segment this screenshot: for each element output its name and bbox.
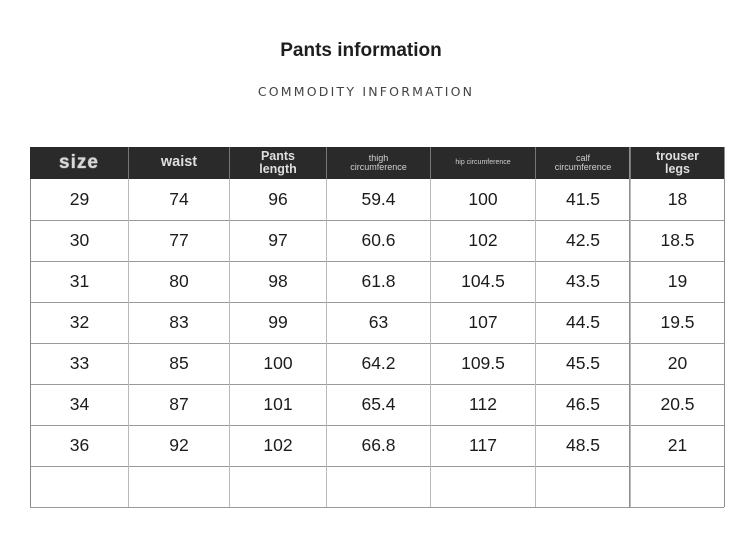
header-waist — [128, 147, 229, 179]
header-label-line: circumference — [554, 162, 612, 172]
header-label-line: calf — [575, 152, 590, 163]
page-title: Pants information — [280, 40, 442, 61]
header-label-line: trouser — [655, 148, 700, 163]
cell-waist — [128, 466, 229, 507]
cell-thigh: 63 — [326, 302, 430, 343]
cell-thigh: 59.4 — [326, 179, 430, 220]
column-border — [629, 147, 630, 507]
cell-trouser-legs: 19.5 — [630, 302, 724, 343]
cell-trouser-legs: 20 — [630, 343, 724, 384]
header-label-line: length — [259, 162, 297, 176]
cell-calf: 48.5 — [535, 425, 630, 466]
cell-waist: 87 — [128, 384, 229, 425]
header-calf-circumference — [535, 147, 630, 179]
cell-thigh: 60.6 — [326, 220, 430, 261]
cell-calf: 41.5 — [535, 179, 630, 220]
cell-hip: 100 — [430, 179, 535, 220]
cell-calf: 44.5 — [535, 302, 630, 343]
cell-size: 31 — [30, 261, 128, 302]
row-divider — [30, 507, 724, 508]
header-label-line: thigh — [368, 152, 389, 163]
cell-waist: 83 — [128, 302, 229, 343]
cell-size — [30, 466, 128, 507]
cell-pants-length: 102 — [229, 425, 326, 466]
header-label-line: legs — [664, 162, 690, 176]
cell-waist: 77 — [128, 220, 229, 261]
cell-calf: 45.5 — [535, 343, 630, 384]
cell-waist: 92 — [128, 425, 229, 466]
header-size — [30, 147, 128, 179]
cell-hip: 117 — [430, 425, 535, 466]
cell-pants-length: 97 — [229, 220, 326, 261]
header-pants-length — [229, 147, 326, 179]
cell-size: 34 — [30, 384, 128, 425]
cell-waist: 85 — [128, 343, 229, 384]
cell-calf: 42.5 — [535, 220, 630, 261]
cell-hip — [430, 466, 535, 507]
cell-thigh: 65.4 — [326, 384, 430, 425]
cell-size: 29 — [30, 179, 128, 220]
header-thigh-circumference — [326, 147, 430, 179]
cell-waist: 74 — [128, 179, 229, 220]
cell-thigh — [326, 466, 430, 507]
cell-calf — [535, 466, 630, 507]
header-label-line: hip circumference — [455, 159, 511, 167]
cell-calf: 43.5 — [535, 261, 630, 302]
cell-size: 32 — [30, 302, 128, 343]
cell-trouser-legs: 21 — [630, 425, 724, 466]
cell-thigh: 64.2 — [326, 343, 430, 384]
cell-pants-length: 101 — [229, 384, 326, 425]
cell-hip: 102 — [430, 220, 535, 261]
header-label-line: size — [59, 152, 99, 174]
cell-pants-length: 98 — [229, 261, 326, 302]
cell-pants-length: 96 — [229, 179, 326, 220]
header-trouser-legs — [630, 147, 724, 179]
cell-pants-length: 100 — [229, 343, 326, 384]
column-border — [724, 147, 725, 507]
cell-calf: 46.5 — [535, 384, 630, 425]
header-label-line: waist — [160, 154, 198, 171]
cell-trouser-legs: 20.5 — [630, 384, 724, 425]
cell-hip: 104.5 — [430, 261, 535, 302]
header-hip-circumference — [430, 147, 535, 179]
cell-size: 30 — [30, 220, 128, 261]
cell-waist: 80 — [128, 261, 229, 302]
cell-hip: 112 — [430, 384, 535, 425]
cell-thigh: 61.8 — [326, 261, 430, 302]
header-label-line: circumference — [350, 162, 407, 172]
cell-hip: 109.5 — [430, 343, 535, 384]
cell-pants-length — [229, 466, 326, 507]
header-label-line: Pants — [260, 148, 296, 163]
cell-pants-length: 99 — [229, 302, 326, 343]
cell-trouser-legs: 19 — [630, 261, 724, 302]
cell-size: 36 — [30, 425, 128, 466]
page-subtitle: COMMODITY INFORMATION — [257, 84, 475, 99]
cell-trouser-legs — [630, 466, 724, 507]
cell-trouser-legs: 18.5 — [630, 220, 724, 261]
cell-trouser-legs: 18 — [630, 179, 724, 220]
cell-hip: 107 — [430, 302, 535, 343]
cell-thigh: 66.8 — [326, 425, 430, 466]
cell-size: 33 — [30, 343, 128, 384]
